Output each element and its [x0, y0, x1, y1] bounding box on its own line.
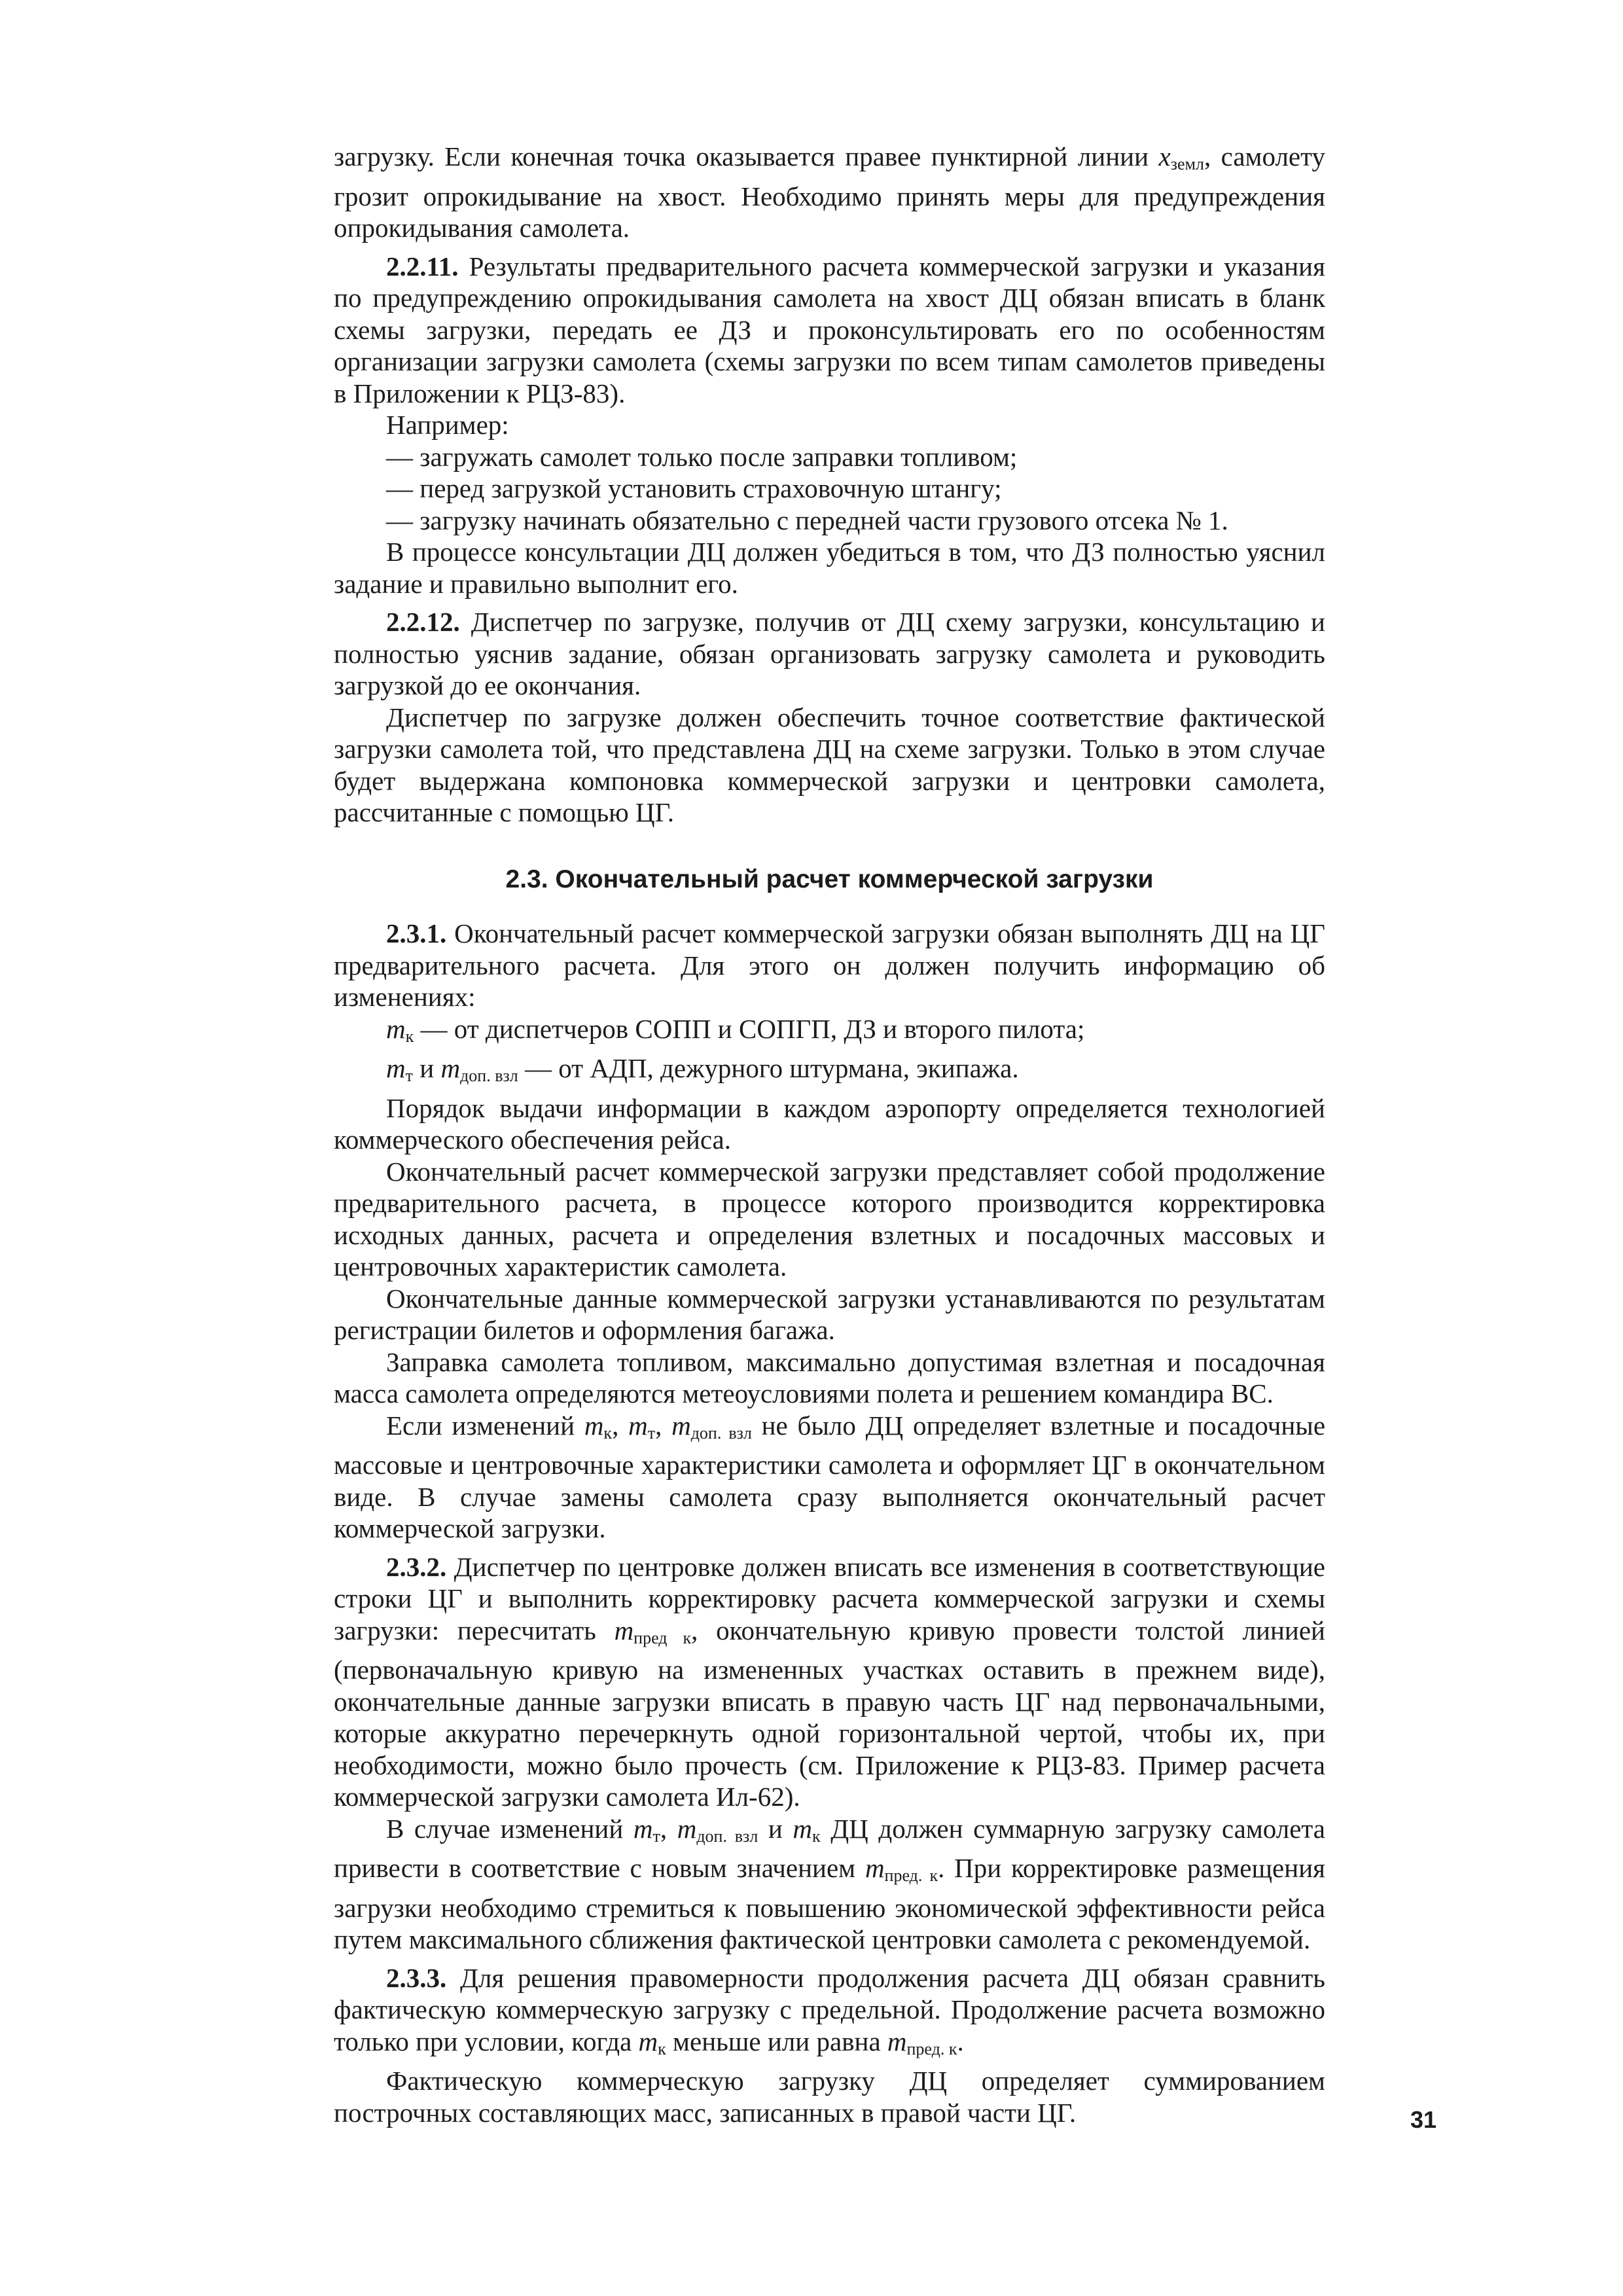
paragraph-text: , самолету грозит опрокидывание на хвост. Необходимо принять меры для предупреждения опрокидывания самолета. [334, 141, 1325, 243]
paragraph-text: не было ДЦ определяет взлетные и посадочные массовые и центровочные характеристики самолета и оформляет ЦГ в окончательном виде. В случае замены самолета сразу выполняется окончательный расчет коммерческой загрузки. [334, 1410, 1326, 1543]
variable-subscript: т [647, 1423, 656, 1443]
paragraph-text: — от АДП, дежурного штурмана, экипажа. [518, 1053, 1019, 1083]
paragraph-text: Окончательный расчет коммерческой загрузки обязан выполнять ДЦ на ЦГ предварительного расчета. Для этого он должен получить информацию об изменениях: [334, 918, 1325, 1012]
variable-subscript: доп. взл [460, 1066, 518, 1085]
list-item: — перед загрузкой установить страховочную штангу; [386, 473, 1002, 503]
paragraph-text: Диспетчер по загрузке, получив от ДЦ схему загрузки, консультацию и полностью уяснив задание, обязан организовать загрузку самолета и руководить загрузкой до ее окончания. [334, 607, 1325, 700]
paragraph-text: загрузку. Если конечная точка оказывается правее пунктирной линии [334, 141, 1159, 171]
paragraph [334, 1410, 1325, 1545]
variable-subscript: т [652, 1826, 660, 1846]
variable-letter: m [865, 1853, 885, 1883]
paragraph [334, 1813, 1325, 1956]
paragraph-text: меньше или равна [666, 2026, 887, 2056]
paragraph-text: В случае изменений [386, 1813, 633, 1844]
variable-letter: m [887, 2026, 907, 2056]
variable-letter: m [638, 2026, 658, 2056]
variable-subscript: к [658, 2039, 666, 2058]
paragraph: В процессе консультации ДЦ должен убедиться в том, что ДЗ полностью уяснил задание и правильно выполнит его. [334, 537, 1325, 599]
paragraph-2-3-2 [334, 1551, 1325, 1813]
paragraph-text: , [660, 1813, 677, 1844]
page-body [334, 141, 1325, 2128]
paragraph: Заправка самолета топливом, максимально допустимая взлетная и посадочная масса самолета определяются метеоусловиями полета и решением командира ВС. [334, 1346, 1325, 1408]
variable-subscript: к [603, 1423, 613, 1443]
paragraph-2-3-1 [334, 918, 1325, 1013]
paragraph-text: ДЦ должен суммарную загрузку самолета привести в соответствие с новым значением [334, 1813, 1326, 1883]
variable-letter: m [584, 1410, 604, 1441]
variable-subscript: доп. взл [690, 1423, 752, 1443]
paragraph-text: и [758, 1813, 793, 1844]
variable-x-zeml [1159, 141, 1204, 171]
variable-subscript: доп. взл [696, 1826, 758, 1846]
paragraph-text: и [412, 1053, 441, 1083]
paragraph-text: — от диспетчеров СОПП и СОПГП, ДЗ и второго пилота; [414, 1013, 1085, 1044]
paragraph-text: . При корректировке размещения загрузки необходимо стремиться к повышению экономической эффективности рейса путем максимального сближения фактической центровки самолета с рекомендуемой. [334, 1853, 1325, 1954]
variable-letter: m [614, 1615, 634, 1645]
list-item: — загрузку начинать обязательно с передней части грузового отсека № 1. [386, 505, 1228, 535]
paragraph-text: . [957, 2026, 964, 2056]
variable-letter: x [1158, 141, 1171, 171]
variable-letter: m [633, 1813, 653, 1844]
paragraph-text: Диспетчер по центровке должен вписать все изменения в соответствующие строки ЦГ и выполнить корректировку расчета коммерческой загрузки и схемы загрузки: пересчитать [334, 1551, 1325, 1645]
paragraph: Фактическую коммерческую загрузку ДЦ определяет суммированием построчных составляющих масс, записанных в правой части ЦГ. [334, 2066, 1325, 2128]
paragraph-text: Если изменений [386, 1410, 584, 1441]
paragraph-2-2-12 [334, 606, 1325, 702]
paragraph-2-3-3 [334, 1962, 1325, 2066]
paragraph-continuation [334, 141, 1325, 244]
variable-letter: m [671, 1410, 691, 1441]
page-number: 31 [1410, 2106, 1437, 2133]
section-heading: 2.3. Окончательный расчет коммерческой загрузки [505, 865, 1154, 893]
paragraph: Окончательный расчет коммерческой загрузки представляет собой продолжение предварительного расчета, в процессе которого производится корректировка исходных данных, расчета и определения взлетных и посадочных массовых и центровочных характеристик самолета. [334, 1156, 1325, 1282]
list-item: — загружать самолет только после заправки топливом; [386, 441, 1018, 472]
paragraph-text: Результаты предварительного расчета коммерческой загрузки и указания по предупреждению опрокидывания самолета на хвост ДЦ обязан вписать в бланк схемы загрузки, передать ее ДЗ и проконсультировать его по особенностям организации загрузки самолета (схемы загрузки по всем типам самолетов приведены в Приложении к РЦЗ-83). [334, 251, 1325, 408]
clause-number: 2.2.11. [386, 251, 459, 281]
variable-letter: m [386, 1053, 406, 1083]
list-item [334, 1052, 1325, 1092]
paragraph: Окончательные данные коммерческой загрузки устанавливаются по результатам регистрации билетов и оформления багажа. [334, 1283, 1325, 1345]
variable-subscript: пред. к [906, 2039, 957, 2058]
variable-letter: m [793, 1813, 812, 1844]
paragraph: Диспетчер по загрузке должен обеспечить точное соответствие фактической загрузки самолета той, что представлена ДЦ на схеме загрузки. Только в этом случае будет выдержана компоновка коммерческой загрузки и центровки самолета, рассчитанные с помощью ЦГ. [334, 702, 1325, 827]
paragraph-example-intro: Например: [386, 410, 509, 440]
variable-subscript: к [812, 1826, 821, 1846]
variable-subscript: пред к [633, 1628, 692, 1647]
variable-subscript: земл [1170, 154, 1204, 173]
paragraph: Порядок выдачи информации в каждом аэропорту определяется технологией коммерческого обеспечения рейса. [334, 1092, 1325, 1155]
variable-letter: m [386, 1013, 406, 1044]
paragraph-text: , [612, 1410, 629, 1441]
paragraph-text: , окончательную кривую провести толстой линией (первоначальную кривую на измененных участках оставить в прежнем виде), окончательные данные загрузки вписать в правую часть ЦГ над первоначальными, которые аккуратно перечеркнуть одной горизонтальной чертой, чтобы их, при необходимости, можно было прочесть (см. Приложение к РЦЗ-83. Пример расчета коммерческой загрузки самолета Ил-62). [334, 1615, 1325, 1812]
variable-letter: m [440, 1053, 461, 1083]
variable-subscript: т [405, 1066, 413, 1085]
variable-letter: m [628, 1410, 648, 1441]
paragraph-text: Для решения правомерности продолжения расчета ДЦ обязан сравнить фактическую коммерческую загрузку с предельной. Продолжение расчета возможно только при условии, когда [334, 1962, 1325, 2056]
variable-letter: m [677, 1813, 697, 1844]
clause-number: 2.3.3. [386, 1962, 447, 1993]
clause-number: 2.3.2. [386, 1551, 447, 1582]
clause-number: 2.2.12. [386, 607, 460, 637]
variable-subscript: к [405, 1026, 414, 1046]
paragraph-2-2-11 [334, 251, 1325, 410]
clause-number: 2.3.1. [386, 918, 447, 948]
variable-subscript: пред. к [884, 1866, 938, 1885]
paragraph-text: , [655, 1410, 672, 1441]
list-item [334, 1013, 1325, 1053]
